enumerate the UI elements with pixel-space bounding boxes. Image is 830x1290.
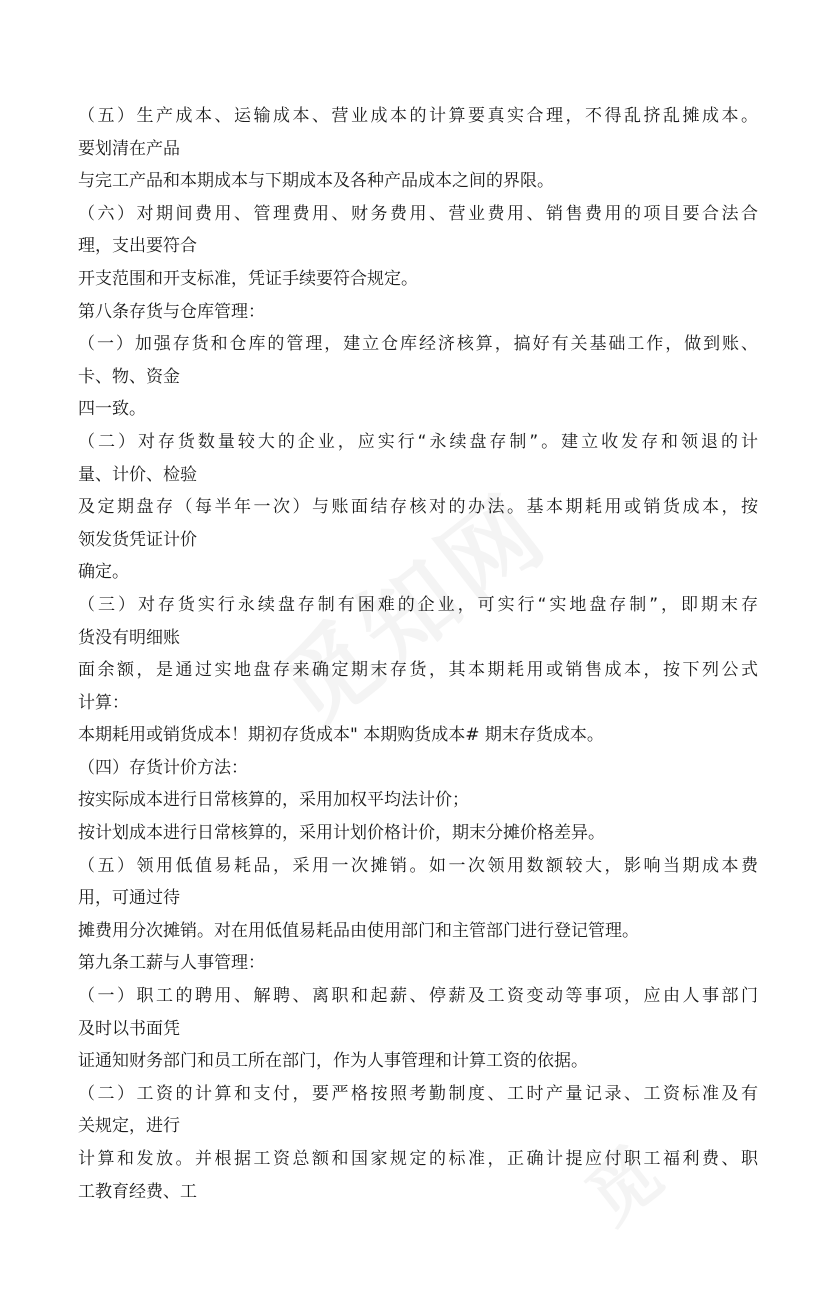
text-line: （三）对存货实行永续盘存制有困难的企业，可实行“实地盘存制”，即期末存	[78, 594, 758, 615]
text-line: （五）生产成本、运输成本、营业成本的计算要真实合理，不得乱挤乱摊成本。	[78, 106, 758, 126]
text-line: 证通知财务部门和员工所在部门，作为人事管理和计算工资的依据。	[78, 1051, 588, 1072]
text-line: （四）存货计价方法：	[78, 757, 248, 778]
text-line: 确定。	[78, 562, 129, 583]
text-line: 计算和发放。并根据工资总额和国家规定的标准，正确计提应付职工福利费、职	[78, 1149, 758, 1169]
text-line: 及时以书面凭	[78, 1018, 180, 1039]
text-line: 及定期盘存（每半年一次）与账面结存核对的办法。基本期耗用或销货成本，按	[78, 497, 758, 518]
text-line: 用，可通过待	[78, 888, 180, 909]
text-line: 工教育经费、工	[78, 1181, 197, 1202]
text-line: （一）职工的聘用、解聘、离职和起薪、停薪及工资变动等事项，应由人事部门	[78, 986, 758, 1007]
text-line: 四一致。	[78, 399, 146, 420]
text-line: （一）加强存货和仓库的管理，建立仓库经济核算，搞好有关基础工作，做到账、	[78, 334, 758, 355]
text-line: 理，支出要符合	[78, 236, 197, 257]
text-line: 面余额，是通过实地盘存来确定期末存货，其本期耗用或销售成本，按下列公式	[78, 660, 758, 681]
text-line: 与完工产品和本期成本与下期成本及各种产品成本之间的界限。	[78, 171, 554, 192]
text-line: 量、计价、检验	[78, 464, 197, 485]
text-line: 卡、物、资金	[78, 366, 180, 387]
text-line: （二）对存货数量较大的企业，应实行“永续盘存制”。建立收发存和领退的计	[78, 431, 758, 452]
text-line: 第九条工薪与人事管理：	[78, 953, 265, 974]
text-line: 货没有明细账	[78, 627, 180, 648]
text-line: 按计划成本进行日常核算的，采用计划价格计价，期末分摊价格差异。	[78, 823, 605, 844]
text-line: （二）工资的计算和支付，要严格按照考勤制度、工时产量记录、工资标准及有	[78, 1083, 758, 1104]
text-line: 本期耗用或销货成本！期初存货成本" 本期购货成本# 期末存货成本。	[78, 725, 604, 746]
text-line: 开支范围和开支标准，凭证手续要符合规定。	[78, 268, 418, 289]
text-line: 要划清在产品	[78, 138, 180, 159]
text-line: 关规定，进行	[78, 1116, 180, 1137]
text-line: （六）对期间费用、管理费用、财务费用、营业费用、销售费用的项目要合法合	[78, 203, 758, 224]
text-line: 领发货凭证计价	[78, 529, 197, 550]
text-line: 第八条存货与仓库管理：	[78, 301, 265, 322]
text-line: 按实际成本进行日常核算的，采用加权平均法计价；	[78, 790, 469, 811]
text-line: 摊费用分次摊销。对在用低值易耗品由使用部门和主管部门进行登记管理。	[78, 920, 639, 941]
text-line: （五）领用低值易耗品，采用一次摊销。如一次领用数额较大，影响当期成本费	[78, 855, 758, 876]
document-body	[78, 100, 758, 1208]
text-line: 计算：	[78, 692, 129, 713]
